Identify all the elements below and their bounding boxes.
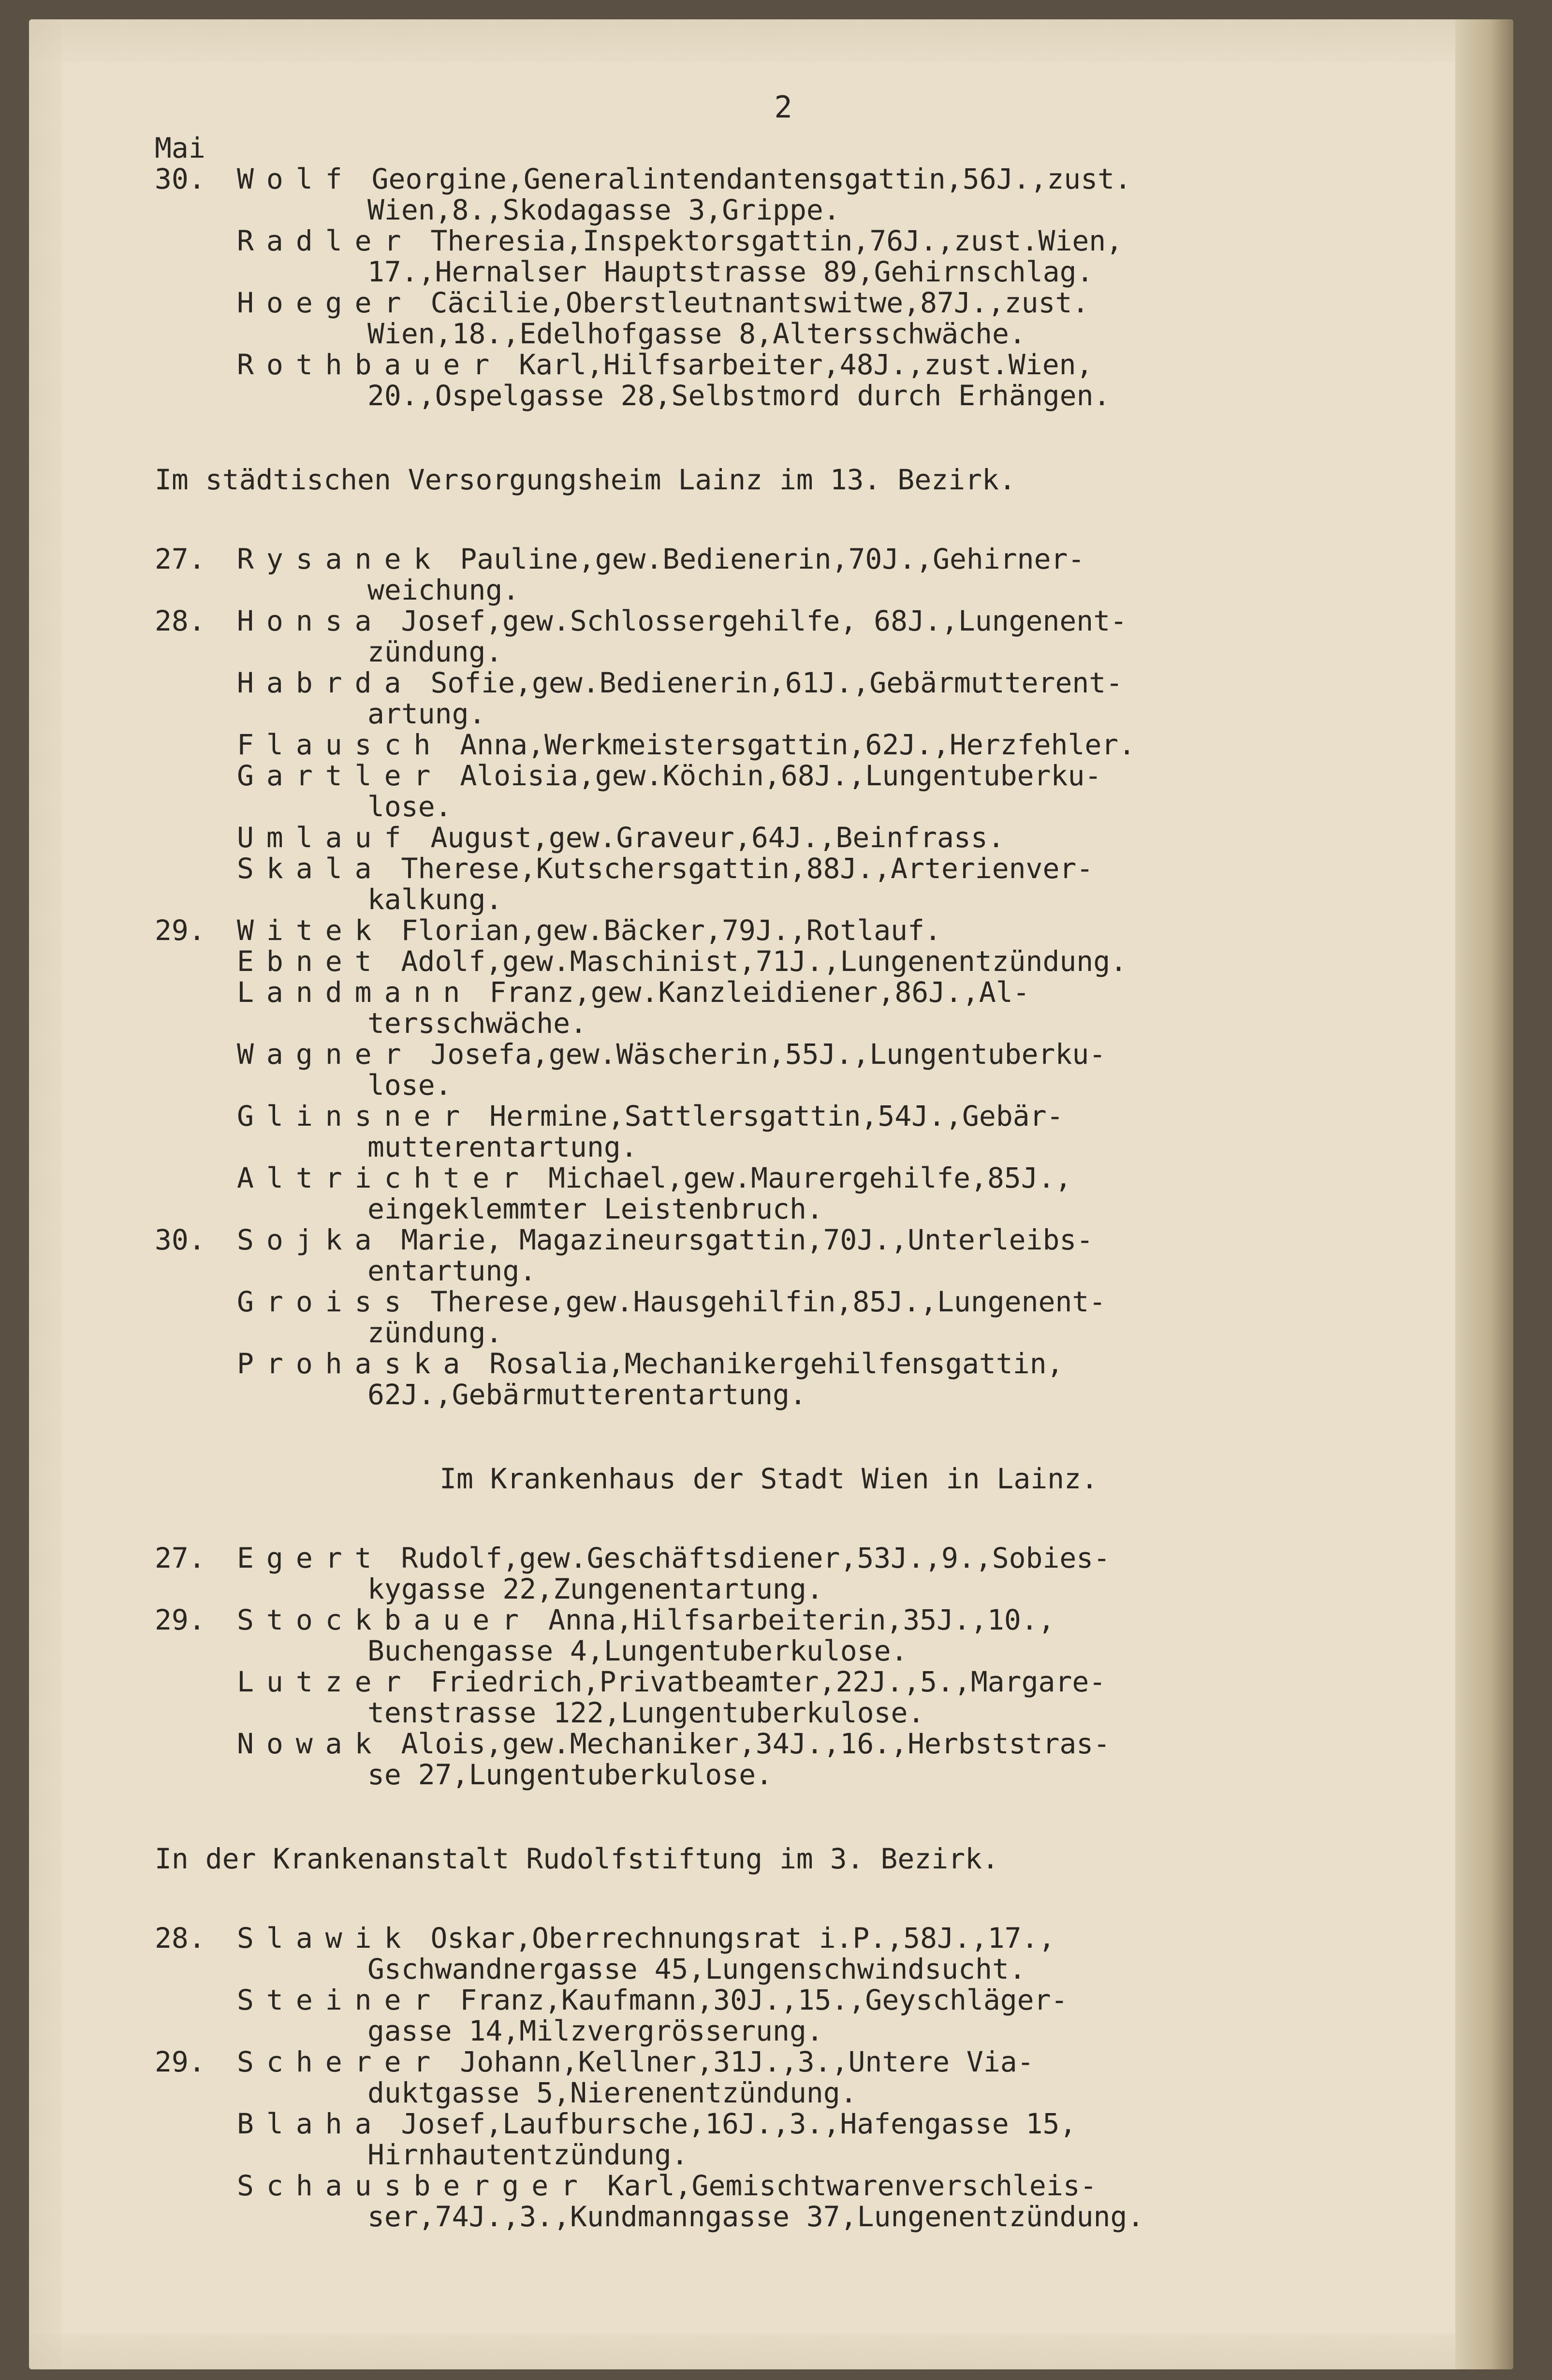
entry-continuation: entartung. — [367, 1254, 537, 1287]
entry-first-line — [237, 822, 1412, 853]
death-register-entry — [155, 1039, 1412, 1101]
entry-first-line — [237, 1224, 1412, 1255]
entry-details: Rudolf,gew.Geschäftsdiener,53J.,9.,Sobies- — [401, 1542, 1111, 1574]
register-section — [155, 464, 1412, 1410]
entry-surname: Hoeger — [237, 286, 414, 319]
entry-first-line — [237, 760, 1412, 791]
entry-details: Franz,gew.Kanzleidiener,86J.,Al- — [489, 976, 1030, 1009]
entry-continuation: artung. — [367, 697, 486, 730]
entry-continuation: se 27,Lungentuberkulose. — [367, 1758, 773, 1791]
entry-first-line — [237, 946, 1412, 977]
entry-surname: Prohaska — [237, 1347, 473, 1380]
entry-continuation: mutterentartung. — [367, 1131, 638, 1163]
entry-details: Johann,Kellner,31J.,3.,Untere Via- — [460, 2045, 1034, 2078]
entry-surname: Schausberger — [237, 2169, 591, 2202]
entry-first-line — [237, 1923, 1412, 1954]
death-register-entry — [155, 2108, 1412, 2170]
entry-surname: Glinsner — [237, 1100, 473, 1132]
entry-surname: Honsa — [237, 604, 384, 637]
entry-surname: Rothbauer — [237, 348, 502, 381]
entry-details: Josef,gew.Schlossergehilfe, 68J.,Lungenent- — [401, 604, 1127, 637]
entry-details: Karl,Gemischtwarenverschleis- — [607, 2169, 1097, 2202]
entry-details: Josefa,gew.Wäscherin,55J.,Lungentuberku- — [430, 1038, 1106, 1071]
entry-details: Marie, Magazineursgattin,70J.,Unterleibs- — [401, 1223, 1094, 1256]
entry-continuation: zündung. — [367, 635, 503, 668]
entry-first-line — [237, 1348, 1412, 1379]
entry-continuation: 20.,Ospelgasse 28,Selbstmord durch Erhängen. — [367, 379, 1111, 412]
entry-continuation: eingeklemmter Leistenbruch. — [367, 1192, 823, 1225]
death-register-entry — [155, 1666, 1412, 1728]
entry-details: Josef,Laufbursche,16J.,3.,Hafengasse 15, — [401, 2107, 1077, 2140]
entry-day: 29. — [155, 1603, 205, 1636]
entry-details: Anna,Werkmeistersgattin,62J.,Herzfehler. — [460, 728, 1136, 761]
section-heading: In der Krankenanstalt Rudolfstiftung im 3. Bezirk. — [155, 1842, 999, 1875]
entry-first-line — [237, 1162, 1412, 1193]
document-page — [29, 19, 1513, 2369]
death-register-entry — [155, 822, 1412, 853]
entry-surname: Stockbauer — [237, 1603, 532, 1636]
entry-surname: Umlauf — [237, 821, 414, 854]
entry-continuation: 17.,Hernalser Hauptstrasse 89,Gehirnschlag. — [367, 255, 1094, 288]
entry-continuation: kalkung. — [367, 883, 503, 916]
entry-surname: Ebnet — [237, 945, 384, 978]
entry-details: Adolf,gew.Maschinist,71J.,Lungenentzündung. — [401, 945, 1127, 978]
entry-surname: Skala — [237, 852, 384, 885]
entry-surname: Slawik — [237, 1922, 414, 1954]
entry-continuation: kygasse 22,Zungenentartung. — [367, 1572, 823, 1605]
entry-details: Theresia,Inspektorsgattin,76J.,zust.Wien, — [430, 224, 1123, 257]
register-section — [155, 1843, 1412, 2232]
entry-day: 29. — [155, 914, 205, 947]
entry-first-line — [237, 1039, 1412, 1070]
death-register-entry — [155, 163, 1412, 225]
entry-first-line — [237, 2170, 1412, 2201]
entry-continuation: gasse 14,Milzvergrösserung. — [367, 2014, 823, 2047]
entry-surname: Wagner — [237, 1038, 414, 1071]
entry-first-line — [237, 1666, 1412, 1697]
death-register-entry — [155, 667, 1412, 729]
death-register-entry — [155, 1984, 1412, 2046]
entry-surname: Egert — [237, 1542, 384, 1574]
entry-first-line — [237, 667, 1412, 698]
entry-continuation: duktgasse 5,Nierenentzündung. — [367, 2076, 857, 2109]
entry-details: Rosalia,Mechanikergehilfensgattin, — [489, 1347, 1064, 1380]
entry-surname: Wolf — [237, 162, 355, 195]
death-register-entry — [155, 225, 1412, 287]
sections-container — [155, 163, 1412, 2232]
entry-continuation: 62J.,Gebärmutterentartung. — [367, 1378, 806, 1411]
death-register-entry — [155, 1224, 1412, 1286]
entry-first-line — [237, 163, 1412, 194]
entry-continuation: Wien,18.,Edelhofgasse 8,Altersschwäche. — [367, 317, 1026, 350]
entry-details: Karl,Hilfsarbeiter,48J.,zust.Wien, — [519, 348, 1093, 381]
register-section — [155, 1463, 1412, 1790]
entry-surname: Radler — [237, 224, 414, 257]
entry-continuation: lose. — [367, 1069, 452, 1102]
death-register-entry — [155, 1543, 1412, 1604]
entry-first-line — [237, 977, 1412, 1008]
entry-first-line — [237, 853, 1412, 884]
entry-surname: Blaha — [237, 2107, 384, 2140]
page-binding — [1455, 19, 1513, 2369]
death-register-entry — [155, 1286, 1412, 1348]
death-register-entry — [155, 977, 1412, 1039]
death-register-entry — [155, 760, 1412, 822]
entry-surname: Scherer — [237, 2045, 443, 2078]
entry-first-line — [237, 544, 1412, 574]
entry-continuation: Gschwandnergasse 45,Lungenschwindsucht. — [367, 1953, 1026, 1985]
entry-first-line — [237, 1101, 1412, 1131]
entry-details: Aloisia,gew.Köchin,68J.,Lungentuberku- — [460, 759, 1102, 792]
death-register-entry — [155, 1162, 1412, 1224]
entry-first-line — [237, 287, 1412, 318]
entry-first-line — [237, 1286, 1412, 1317]
entry-details: Franz,Kaufmann,30J.,15.,Geyschläger- — [460, 1983, 1068, 2016]
entry-details: August,gew.Graveur,64J.,Beinfrass. — [430, 821, 1005, 854]
entry-details: Oskar,Oberrechnungsrat i.P.,58J.,17., — [430, 1922, 1055, 1954]
entry-first-line — [237, 1604, 1412, 1635]
entry-details: Sofie,gew.Bedienerin,61J.,Gebärmutterent- — [430, 666, 1123, 699]
entry-continuation: tersschwäche. — [367, 1007, 587, 1040]
entry-surname: Sojka — [237, 1223, 384, 1256]
entry-details: Alois,gew.Mechaniker,34J.,16.,Herbststras- — [401, 1727, 1111, 1760]
entry-day: 27. — [155, 1542, 205, 1574]
section-heading: Im Krankenhaus der Stadt Wien in Lainz. — [439, 1462, 1098, 1495]
register-section — [155, 163, 1412, 411]
document-text — [155, 89, 1412, 2233]
entry-surname: Groiss — [237, 1285, 414, 1318]
entry-day: 28. — [155, 1922, 205, 1954]
entry-day: 30. — [155, 162, 205, 195]
entry-day: 30. — [155, 1223, 205, 1256]
death-register-entry — [155, 729, 1412, 760]
page-number: 2 — [774, 89, 792, 125]
death-register-entry — [155, 1728, 1412, 1790]
entry-day: 28. — [155, 604, 205, 637]
entry-continuation: ser,74J.,3.,Kundmanngasse 37,Lungenentzündung. — [367, 2200, 1144, 2233]
entry-surname: Lutzer — [237, 1665, 414, 1698]
entry-day: 29. — [155, 2045, 205, 2078]
death-register-entry — [155, 915, 1412, 946]
entry-details: Florian,gew.Bäcker,79J.,Rotlauf. — [401, 914, 941, 947]
entry-first-line — [237, 729, 1412, 760]
entry-first-line — [237, 225, 1412, 256]
death-register-entry — [155, 1604, 1412, 1666]
death-register-entry — [155, 287, 1412, 349]
death-register-entry — [155, 853, 1412, 915]
entry-surname: Steiner — [237, 1983, 443, 2016]
entry-first-line — [237, 1984, 1412, 2015]
death-register-entry — [155, 2170, 1412, 2232]
death-register-entry — [155, 349, 1412, 411]
entry-continuation: Buchengasse 4,Lungentuberkulose. — [367, 1634, 908, 1667]
month-label: Mai — [155, 132, 205, 164]
entry-details: Therese,Kutschersgattin,88J.,Arterienver- — [401, 852, 1094, 885]
entry-surname: Landmann — [237, 976, 473, 1009]
entry-surname: Nowak — [237, 1727, 384, 1760]
death-register-entry — [155, 544, 1412, 605]
death-register-entry — [155, 1101, 1412, 1162]
entry-surname: Altrichter — [237, 1161, 532, 1194]
entry-surname: Gartler — [237, 759, 443, 792]
death-register-entry — [155, 1923, 1412, 1984]
entry-first-line — [237, 2046, 1412, 2077]
entry-continuation: tenstrasse 122,Lungentuberkulose. — [367, 1696, 925, 1729]
entry-details: Michael,gew.Maurergehilfe,85J., — [548, 1161, 1072, 1194]
entry-details: Georgine,Generalintendantensgattin,56J.,zust. — [371, 162, 1131, 195]
entry-continuation: weichung. — [367, 573, 520, 606]
entry-day: 27. — [155, 543, 205, 575]
entry-surname: Witek — [237, 914, 384, 947]
death-register-entry — [155, 2046, 1412, 2108]
entry-surname: Habrda — [237, 666, 414, 699]
entry-details: Hermine,Sattlersgattin,54J.,Gebär- — [489, 1100, 1064, 1132]
entry-details: Friedrich,Privatbeamter,22J.,5.,Margare- — [430, 1665, 1106, 1698]
section-heading: Im städtischen Versorgungsheim Lainz im 13. Bezirk. — [155, 463, 1016, 496]
entry-surname: Flausch — [237, 728, 443, 761]
entry-details: Pauline,gew.Bedienerin,70J.,Gehirner- — [460, 543, 1085, 575]
death-register-entry — [155, 605, 1412, 667]
entry-details: Therese,gew.Hausgehilfin,85J.,Lungenent- — [430, 1285, 1106, 1318]
entry-first-line — [237, 1543, 1412, 1573]
entry-continuation: Hirnhautentzündung. — [367, 2138, 688, 2171]
entry-first-line — [237, 2108, 1412, 2139]
entry-first-line — [237, 605, 1412, 636]
entry-continuation: lose. — [367, 790, 452, 823]
entry-continuation: zündung. — [367, 1316, 503, 1349]
entry-first-line — [237, 349, 1412, 380]
entry-continuation: Wien,8.,Skodagasse 3,Grippe. — [367, 193, 840, 226]
entry-details: Anna,Hilfsarbeiterin,35J.,10., — [548, 1603, 1055, 1636]
death-register-entry — [155, 946, 1412, 977]
entry-first-line — [237, 1728, 1412, 1759]
entry-first-line — [237, 915, 1412, 946]
entry-surname: Rysanek — [237, 543, 443, 575]
entry-details: Cäcilie,Oberstleutnantswitwe,87J.,zust. — [430, 286, 1089, 319]
death-register-entry — [155, 1348, 1412, 1410]
